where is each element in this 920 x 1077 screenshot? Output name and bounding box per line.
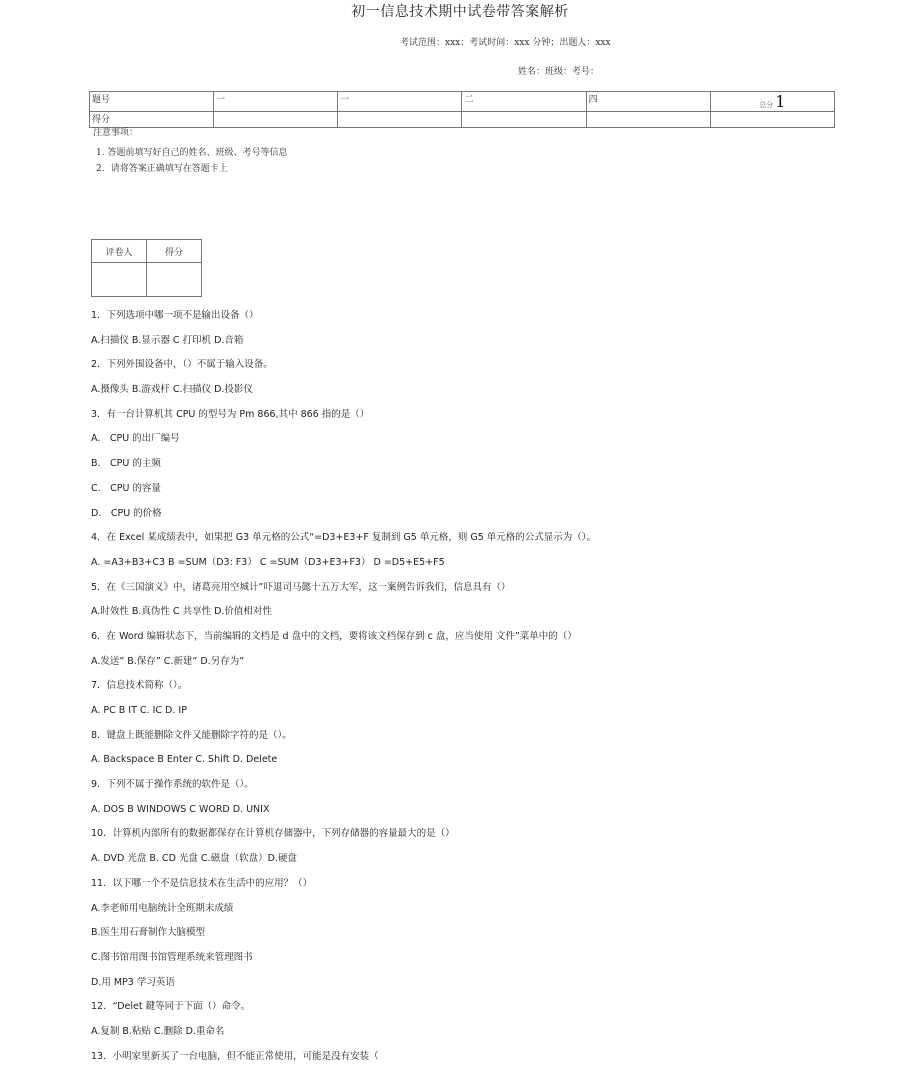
notes: [93, 125, 287, 177]
score-cell-section: 二: [462, 92, 586, 112]
question-line: 3．有一台计算机其 CPU 的型号为 Pm 866,其中 866 指的是（）: [91, 408, 370, 420]
grader-score-label: 得分: [147, 240, 202, 263]
option-line: B.医生用石膏制作大脑模型: [91, 927, 206, 939]
exam-info: 考试范围：xxx；考试时间：xxx 分钟；出题人：xxx: [400, 38, 611, 48]
question-line: 12．“Delet 鍵等同于下面（）命令。: [91, 1001, 251, 1013]
notes-item: 1. 答题前填写好自己的姓名、班级、考号等信息: [96, 148, 288, 158]
total-label: 总分: [759, 101, 774, 109]
option-line: A.复制 B.粘贴 C.删除 D.重命名: [91, 1025, 225, 1037]
score-table: [89, 91, 835, 128]
notes-item: 2．请将答案正确填写在答题卡上: [96, 164, 228, 174]
question-list: [91, 309, 891, 1074]
option-line: A. =A3+B3+C3 B =SUM（D3: F3） C =SUM（D3+E3+F3） D =D5+E5+F5: [91, 556, 445, 568]
question-line: 13．小明家里新买了一台电脑，但不能正常使用，可能是没有安装（: [91, 1050, 379, 1062]
notes-title: 注意事项：: [93, 128, 139, 138]
grader-reviewer-label: 评卷人: [92, 240, 147, 263]
question-line: 6．在 Word 编辑状态下，当前编辑的文档是 d 盘中的文档，要将该文档保存到 c 盘，应当使用 文件”菜单中的（）: [91, 630, 577, 642]
option-line: C.图书馆用图书馆管理系统来管理图书: [91, 951, 253, 963]
student-info: 姓名：班级：考号：: [518, 67, 600, 77]
option-line: B. CPU 的主频: [91, 458, 161, 470]
total-value: 1: [775, 92, 786, 111]
question-line: 7．信息技术简称（）。: [91, 680, 188, 692]
option-line: A.扫描仪 B.显示器 C 打印机 D.音箱: [91, 334, 244, 346]
option-line: A. CPU 的出厂编号: [91, 433, 180, 445]
option-line: A.时效性 B.真伪性 C 共享性 D.价值相对性: [91, 606, 272, 618]
grader-table: [91, 239, 202, 297]
score-cell-section: 一: [214, 92, 338, 112]
option-line: D.用 MP3 学习英语: [91, 976, 175, 988]
score-cell-label: 得分: [90, 112, 214, 128]
question-line: 4．在 Excel 某成绩表中，如果把 G3 单元格的公式“=D3+E3+F 复制到 G5 单元格，则 G5 单元格的公式显示为（）。: [91, 532, 597, 544]
question-line: 8．键盘上既能删除文件又能删除字符的是（）。: [91, 729, 292, 741]
grader-reviewer-cell: [92, 263, 147, 297]
score-cell-section: 一: [338, 92, 462, 112]
option-line: A.摄像头 B.游戏杆 C.扫描仪 D.投影仪: [91, 384, 253, 396]
question-line: 1．下列选项中哪一项不是输出设备（）: [91, 310, 259, 321]
option-line: A.发送” B.保存” C.新建” D.另存为”: [91, 655, 245, 667]
option-line: A. PC B IT C. IC D. IP: [91, 705, 187, 716]
option-line: A. DVD 光盘 B. CD 光盘 C.磁盘（软盘）D.硬盘: [91, 853, 297, 865]
question-line: 10．计算机内部所有的数据都保存在计算机存储器中，下列存储器的容量最大的是（）: [91, 828, 455, 840]
score-cell-empty: [338, 112, 462, 128]
score-table-header-row: [90, 92, 835, 112]
score-cell-empty: [586, 112, 710, 128]
score-cell-label: 题号: [90, 92, 214, 112]
grader-table-head: [92, 240, 202, 263]
grader-table-body: [92, 263, 202, 297]
question-line: 9．下列不属于操作系统的软件是（）。: [91, 779, 254, 791]
option-line: A. Backspace B Enter C. Shift D. Delete: [91, 754, 278, 766]
question-line: 11．以下哪一个不是信息技术在生活中的应用？（）: [91, 877, 313, 889]
option-line: A. DOS B WINDOWS C WORD D. UNIX: [91, 803, 270, 815]
score-cell-section: 四: [586, 92, 710, 112]
score-cell-total: [710, 92, 834, 112]
score-cell-empty: [710, 112, 834, 128]
question-line: 2．下列外围设备中，（）不属于输入设备。: [91, 359, 273, 371]
grader-score-cell: [147, 263, 202, 297]
option-line: D. CPU 的价格: [91, 507, 162, 519]
score-cell-empty: [462, 112, 586, 128]
option-line: A.李老师用电脑统计全班期末成绩: [91, 902, 234, 914]
question-line: 5．在《三国演义》中，诸葛亮用空城计”吓退司马懿十五万大军，这一案例告诉我们，信息具有（）: [91, 581, 511, 593]
page-title: 初一信息技术期中试卷带答案解析: [351, 4, 569, 20]
option-line: C. CPU 的容量: [91, 482, 161, 494]
